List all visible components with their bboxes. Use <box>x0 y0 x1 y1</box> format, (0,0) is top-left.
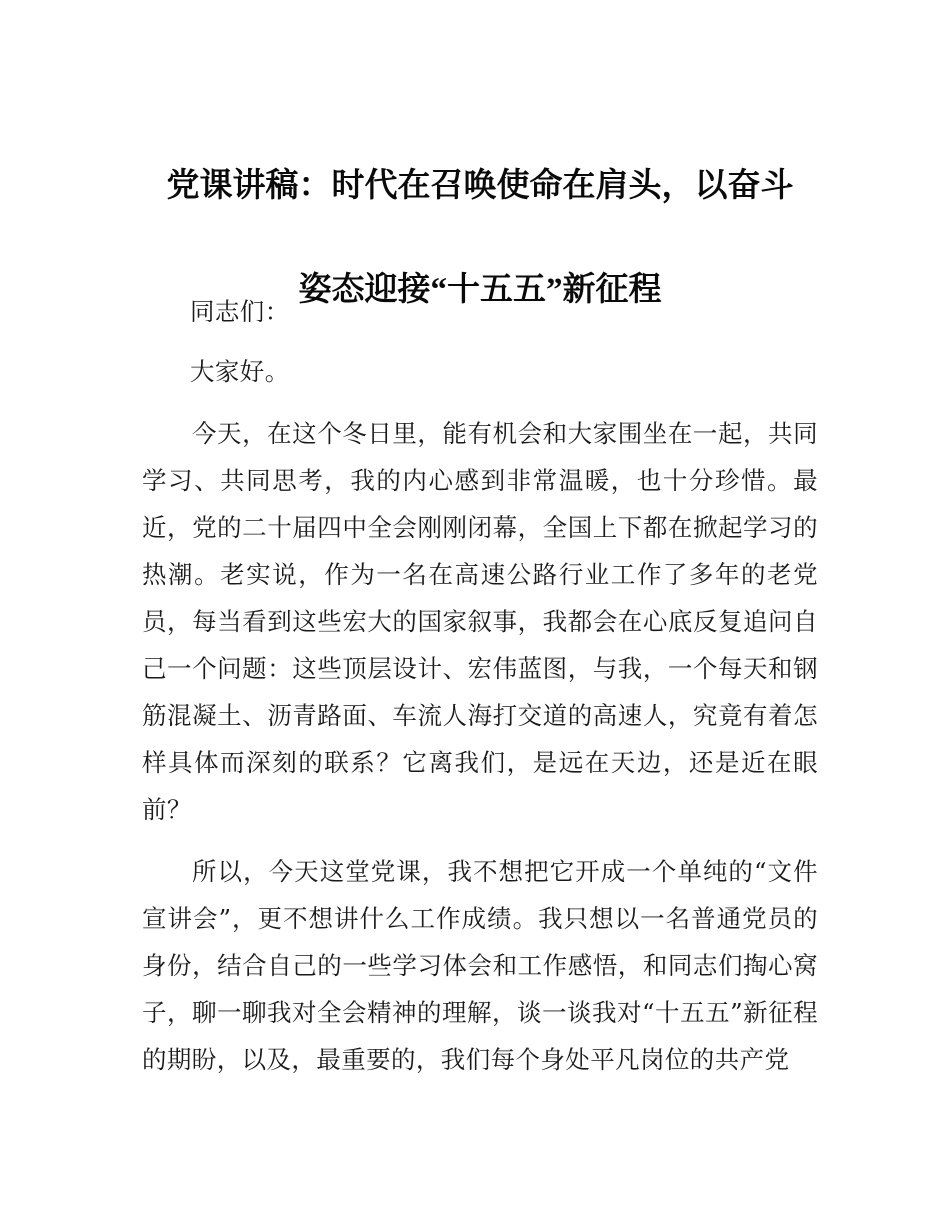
paragraph-spacer <box>142 336 818 348</box>
document-title-line-2: 姿态迎接“十五五”新征程 <box>298 272 662 308</box>
body-paragraph-2: 所以，今天这堂党课，我不想把它开成一个单纯的“文件宣讲会”，更不想讲什么工作成绩。我只想以一名普通党员的身份，结合自己的一些学习体会和工作感悟，和同志们掏心窝子，聊一聊我对全会精神的理解，谈一谈我对“十五五”新征程的期盼，以及，最重要的，我们每个身处平凡岗位的共产党 <box>142 857 818 1074</box>
salutation-line: 同志们： <box>190 297 290 326</box>
document-body <box>142 288 818 1084</box>
paragraph-spacer <box>142 396 818 410</box>
greeting-line: 大家好。 <box>190 357 290 386</box>
body-paragraph-1: 今天，在这个冬日里，能有机会和大家围坐在一起，共同学习、共同思考，我的内心感到非常温暖，也十分珍惜。最近，党的二十届四中全会刚刚闭幕，全国上下都在掀起学习的热潮。老实说，作为一名在高速公路行业工作了多年的老党员，每当看到这些宏大的国家叙事，我都会在心底反复追问自己一个问题：这些顶层设计、宏伟蓝图，与我，一个每天和钢筋混凝土、沥青路面、车流人海打交道的高速人，究竟有着怎样具体而深刻的联系？它离我们，是远在天边，还是近在眼前？ <box>142 419 818 824</box>
document-title-line-1: 党课讲稿：时代在召唤使命在肩头，以奋斗 <box>166 168 794 204</box>
paragraph-spacer <box>142 834 818 848</box>
